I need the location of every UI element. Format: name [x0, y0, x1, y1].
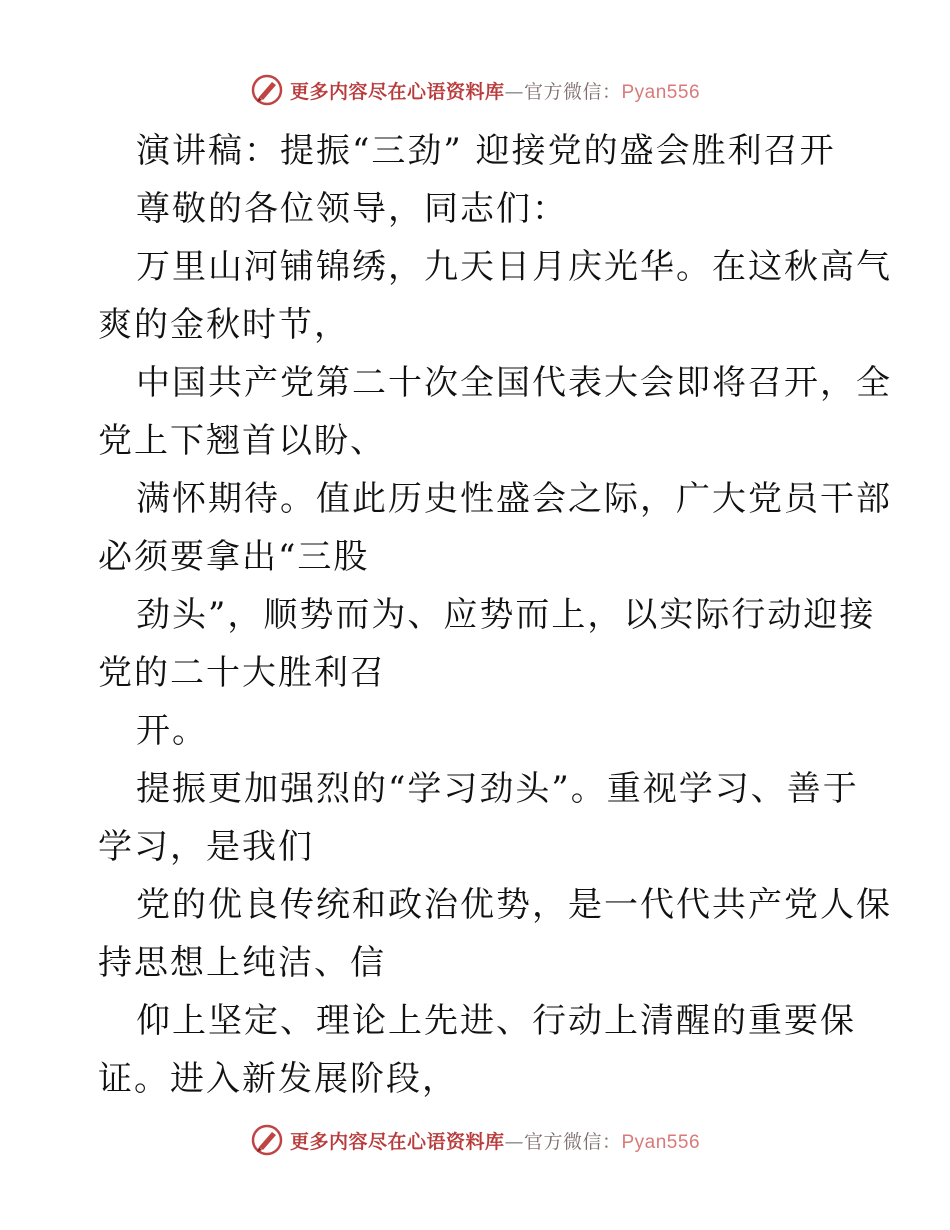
text-line: 提振更加强烈的“学习劲头”。重视学习、善于	[136, 769, 859, 809]
text-line: 学习，是我们	[98, 827, 314, 867]
text-line: 党的优良传统和政治优势，是一代代共产党人保	[136, 885, 892, 925]
quill-logo-icon	[250, 1123, 284, 1157]
watermark-brand: 更多内容尽在心语资料库	[289, 80, 505, 103]
watermark-dash: —	[504, 1130, 524, 1153]
footer-watermark	[0, 1120, 950, 1160]
quill-logo-icon	[250, 73, 284, 107]
text-line: 爽的金秋时节，	[98, 305, 350, 345]
text-line: 仰上坚定、理论上先进、行动上清醒的重要保	[136, 1001, 856, 1041]
watermark-brand: 更多内容尽在心语资料库	[289, 1130, 505, 1153]
salutation: 尊敬的各位领导，同志们：	[136, 189, 568, 229]
header-watermark	[0, 70, 950, 110]
text-line: 劲头”，顺势而为、应势而上，以实际行动迎接	[136, 595, 876, 635]
watermark-wechat-label: 官方微信：	[523, 80, 622, 103]
text-line: 持思想上纯洁、信	[98, 943, 386, 983]
watermark-wechat-label: 官方微信：	[523, 1130, 622, 1153]
watermark-wechat-id: Pyan556	[621, 81, 701, 103]
watermark-wechat-id: Pyan556	[621, 1131, 701, 1153]
watermark-dash: —	[504, 80, 524, 103]
document-body	[98, 122, 892, 1108]
text-line: 党的二十大胜利召	[98, 653, 386, 693]
text-line: 满怀期待。值此历史性盛会之际，广大党员干部	[136, 479, 892, 519]
text-line: 必须要拿出“三股	[98, 537, 370, 577]
document-title: 演讲稿：提振“三劲” 迎接党的盛会胜利召开	[136, 131, 836, 171]
watermark-text	[290, 77, 700, 104]
text-line: 开。	[136, 711, 208, 751]
text-line: 中国共产党第二十次全国代表大会即将召开，全	[136, 363, 892, 403]
watermark-text	[290, 1127, 700, 1154]
text-line: 证。进入新发展阶段，	[98, 1059, 458, 1099]
text-line: 党上下翘首以盼、	[98, 421, 386, 461]
text-line: 万里山河铺锦绣，九天日月庆光华。在这秋高气	[136, 247, 892, 287]
